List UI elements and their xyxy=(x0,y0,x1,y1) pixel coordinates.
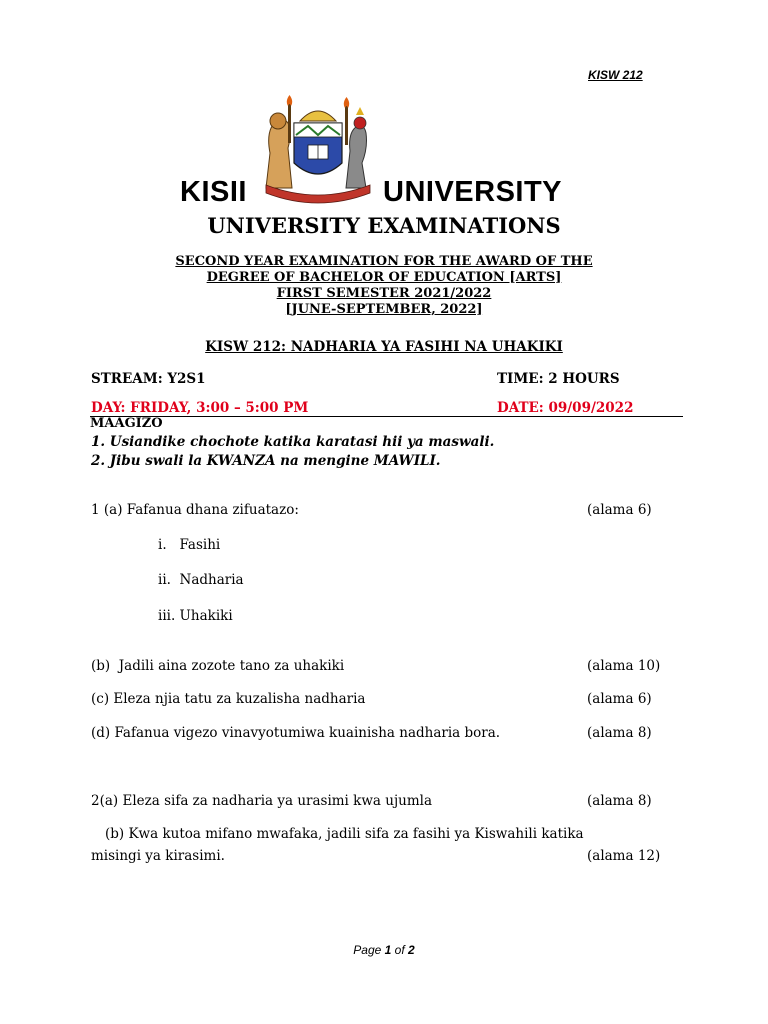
time-label: TIME: 2 HOURS xyxy=(497,371,620,387)
of-word: of xyxy=(394,943,405,957)
instruction-item: 1. Usiandike chochote katika karatasi hii ya maswali. xyxy=(91,434,495,450)
award-line: DEGREE OF BACHELOR OF EDUCATION [ARTS] xyxy=(206,270,562,285)
page-footer xyxy=(0,943,768,957)
question-2a: 2(a) Eleza sifa za nadharia ya urasimi kwa ujumla xyxy=(91,793,432,809)
university-name-right: UNIVERSITY xyxy=(383,176,563,208)
instructions-heading: MAAGIZO xyxy=(90,416,163,431)
question-1b: (b) Jadili aina zozote tano za uhakiki xyxy=(91,658,345,674)
question-2b-line2: misingi ya kirasimi. xyxy=(91,848,225,864)
award-line: SECOND YEAR EXAMINATION FOR THE AWARD OF THE xyxy=(175,254,593,269)
instruction-item: 2. Jibu swali la KWANZA na mengine MAWILI. xyxy=(91,453,441,469)
question-1a: 1 (a) Fafanua dhana zifuatazo: xyxy=(91,502,299,518)
award-description xyxy=(0,254,768,318)
question-1b-marks: (alama 10) xyxy=(587,658,661,674)
question-2a-marks: (alama 8) xyxy=(587,793,652,809)
question-1c-marks: (alama 6) xyxy=(587,691,652,707)
stream-label: STREAM: Y2S1 xyxy=(91,371,206,387)
page-total: 2 xyxy=(408,943,415,957)
page-word: Page xyxy=(353,943,382,957)
award-line: [JUNE-SEPTEMBER, 2022] xyxy=(285,302,483,317)
page-number: 1 xyxy=(384,943,392,957)
question-1d-marks: (alama 8) xyxy=(587,725,652,741)
question-1a-item: iii. Uhakiki xyxy=(158,608,233,624)
question-1a-item: i. Fasihi xyxy=(158,537,221,553)
question-1a-marks: (alama 6) xyxy=(587,502,652,518)
exams-title: UNIVERSITY EXAMINATIONS xyxy=(207,213,561,238)
question-1c: (c) Eleza njia tatu za kuzalisha nadharia xyxy=(91,691,366,707)
question-1a-item: ii. Nadharia xyxy=(158,572,244,588)
award-line: FIRST SEMESTER 2021/2022 xyxy=(276,286,492,301)
university-crest-logo xyxy=(252,93,384,205)
divider-line xyxy=(90,416,683,417)
question-2b-marks: (alama 12) xyxy=(587,848,661,864)
question-2b-line1: (b) Kwa kutoa mifano mwafaka, jadili sifa za fasihi ya Kiswahili katika xyxy=(105,826,584,842)
date-label: DATE: 09/09/2022 xyxy=(497,400,634,416)
question-1d: (d) Fafanua vigezo vinavyotumiwa kuainisha nadharia bora. xyxy=(91,725,501,741)
day-label: DAY: FRIDAY, 3:00 – 5:00 PM xyxy=(91,400,309,416)
course-title: KISW 212: NADHARIA YA FASIHI NA UHAKIKI xyxy=(205,339,563,355)
university-name-left: KISII xyxy=(180,176,247,208)
course-code-header: KISW 212 xyxy=(588,68,643,82)
